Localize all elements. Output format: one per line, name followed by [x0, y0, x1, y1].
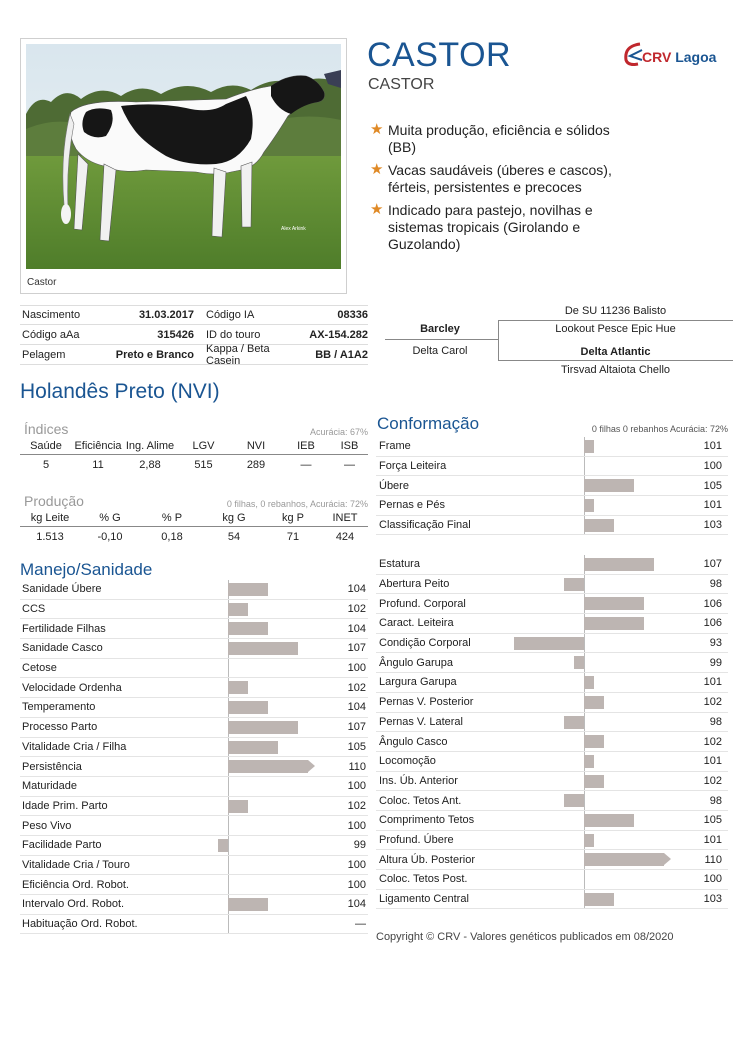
trait-bar	[228, 622, 268, 635]
star-icon: ★	[370, 201, 384, 218]
trait-row	[376, 457, 728, 477]
crv-lagoa-logo	[620, 40, 720, 70]
trait-value: 102	[703, 696, 722, 709]
grid-value-cell: -0,10	[97, 530, 123, 543]
trait-value: 104	[347, 622, 366, 635]
trait-row	[376, 496, 728, 516]
bar-axis	[584, 791, 585, 810]
trait-bar	[584, 775, 604, 788]
trait-value: 101	[703, 755, 722, 768]
trait-row	[20, 816, 368, 836]
conformation-accuracy: 0 filhas 0 rebanhos Acurácia: 72%	[591, 424, 728, 434]
indices-title: Índices	[24, 421, 69, 437]
trait-bar	[584, 755, 594, 768]
trait-name: Força Leiteira	[379, 460, 447, 473]
trait-row	[376, 831, 728, 851]
trait-name: Processo Parto	[22, 721, 98, 734]
grid-value-cell: 515	[194, 458, 213, 471]
trait-name: Locomoção	[379, 755, 436, 768]
pedigree-dam: Delta Carol	[412, 345, 468, 357]
grid-value-cell: 54	[227, 530, 241, 543]
trait-bar	[228, 898, 268, 911]
trait-name: Eficiência Ord. Robot.	[22, 878, 129, 891]
bar-axis	[228, 816, 229, 835]
highlight-item	[370, 162, 620, 196]
trait-bar	[584, 853, 664, 866]
trait-row	[20, 619, 368, 639]
trait-name: Habituação Ord. Robot.	[22, 918, 138, 931]
info-value: BB / A1A2	[315, 348, 368, 361]
trait-bar	[564, 578, 584, 591]
trait-name: Classificação Final	[379, 519, 471, 532]
trait-value: 101	[703, 440, 722, 453]
logo-brand: CRV	[642, 49, 672, 65]
trait-value: 93	[709, 637, 722, 650]
bar-axis	[228, 836, 229, 855]
grid-header-cell: % P	[161, 511, 183, 524]
grid-header-cell: ISB	[340, 439, 359, 452]
trait-bar	[564, 794, 584, 807]
trait-row	[20, 580, 368, 600]
grid-value-cell: 0,18	[161, 530, 183, 543]
trait-bar	[584, 814, 634, 827]
trait-value: 104	[347, 898, 366, 911]
grid-header-cell: INET	[332, 511, 358, 524]
trait-row	[20, 600, 368, 620]
trait-name: Coloc. Tetos Post.	[379, 873, 468, 886]
trait-value: 98	[709, 578, 722, 591]
logo-suffix: Lagoa	[675, 49, 717, 65]
trait-bar	[228, 800, 248, 813]
bull-name-subtitle: CASTOR	[368, 76, 435, 93]
trait-row	[20, 738, 368, 758]
trait-value: 102	[347, 681, 366, 694]
trait-value: 100	[347, 780, 366, 793]
pedigree-chart	[385, 302, 735, 382]
trait-name: Sanidade Casco	[22, 642, 103, 655]
info-row	[20, 325, 368, 345]
trait-value: 103	[703, 893, 722, 906]
trait-row	[376, 594, 728, 614]
bull-photo-frame	[20, 38, 347, 294]
grid-value-cell: 5	[42, 458, 50, 471]
info-label: Código IA	[206, 309, 255, 321]
trait-name: Pernas e Pés	[379, 499, 446, 512]
trait-bar	[218, 839, 228, 852]
trait-value: 104	[347, 701, 366, 714]
trait-bar	[228, 583, 268, 596]
trait-value: 107	[703, 558, 722, 571]
trait-name: Cetose	[22, 662, 57, 675]
trait-bar	[228, 760, 308, 773]
trait-bar	[584, 519, 614, 532]
trait-bar	[584, 617, 644, 630]
production-value-row	[20, 527, 368, 546]
bar-axis	[584, 653, 585, 672]
bar-axis	[228, 875, 229, 894]
grid-value-cell: 71	[286, 530, 300, 543]
trait-row	[376, 555, 728, 575]
bull-name-title: CASTOR	[367, 36, 512, 74]
trait-name: Largura Garupa	[379, 676, 457, 689]
trait-bar	[228, 701, 268, 714]
trait-bar	[228, 741, 278, 754]
trait-value: 106	[703, 617, 722, 630]
bar-overflow-arrow	[308, 760, 315, 772]
trait-name: Peso Vivo	[22, 819, 72, 832]
trait-value: 100	[347, 819, 366, 832]
bar-overflow-arrow	[664, 853, 671, 865]
trait-bar	[584, 735, 604, 748]
trait-row	[376, 476, 728, 496]
grid-header-cell: kg G	[222, 511, 246, 524]
trait-row	[376, 772, 728, 792]
conformation-title: Conformação	[377, 414, 480, 433]
trait-name: Ângulo Garupa	[379, 656, 453, 669]
trait-row	[20, 718, 368, 738]
trait-row	[376, 653, 728, 673]
conformation-summary-traits	[376, 437, 728, 535]
bar-axis	[228, 915, 229, 934]
grid-header-cell: % G	[99, 511, 121, 524]
grid-value-cell: —	[344, 458, 355, 471]
trait-name: Fertilidade Filhas	[22, 622, 106, 635]
trait-row	[376, 693, 728, 713]
trait-value: 100	[347, 878, 366, 891]
trait-row	[20, 836, 368, 856]
trait-bar	[584, 676, 594, 689]
trait-name: Profund. Úbere	[379, 833, 454, 846]
trait-row	[20, 875, 368, 895]
trait-value: 98	[709, 794, 722, 807]
production-section	[20, 491, 368, 546]
grid-value-cell: 1.513	[36, 530, 64, 543]
pedigree-sire-dam: Lookout Pesce Epic Hue	[555, 323, 676, 335]
trait-value: 110	[348, 760, 366, 773]
trait-row	[20, 639, 368, 659]
trait-value: 102	[703, 774, 722, 787]
trait-bar	[584, 893, 614, 906]
bar-axis	[584, 870, 585, 889]
trait-value: 99	[353, 839, 366, 852]
info-value: 08336	[337, 309, 368, 321]
trait-row	[20, 797, 368, 817]
breed-title: Holandês Preto (NVI)	[20, 380, 220, 403]
production-title: Produção	[24, 493, 84, 509]
pedigree-dam-dam: Tirsvad Altaiota Chello	[560, 364, 671, 376]
trait-value: 98	[709, 715, 722, 728]
bull-photo	[26, 44, 341, 269]
trait-name: Condição Corporal	[379, 637, 471, 650]
grid-header-cell: kg Leite	[30, 511, 70, 524]
highlight-text: Muita produção, eficiência e sólidos (BB)	[388, 122, 610, 155]
trait-bar	[584, 558, 654, 571]
indices-header-row	[20, 437, 368, 455]
grid-value-cell: 289	[246, 458, 266, 471]
conformation-linear-traits	[376, 555, 728, 909]
bar-axis	[228, 777, 229, 796]
trait-name: Pernas V. Posterior	[379, 696, 474, 709]
trait-name: Estatura	[379, 558, 420, 571]
trait-bar	[584, 696, 604, 709]
trait-row	[20, 856, 368, 876]
trait-row	[376, 713, 728, 733]
trait-name: Profund. Corporal	[379, 597, 466, 610]
production-accuracy: 0 filhas, 0 rebanhos, Acurácia: 72%	[226, 499, 368, 509]
trait-name: Facilidade Parto	[22, 839, 102, 852]
info-label: Kappa / Beta Casein	[206, 342, 270, 367]
trait-value: 105	[703, 479, 722, 492]
trait-value: 110	[704, 853, 722, 866]
info-label: ID do touro	[206, 328, 261, 341]
trait-value: 101	[703, 833, 722, 846]
trait-value: 102	[347, 799, 366, 812]
pedigree-dam-sire: Delta Atlantic	[580, 346, 651, 358]
grid-header-cell: Ing. Alime	[125, 439, 175, 452]
crv-swoosh-icon	[620, 40, 644, 70]
grid-value-cell: 11	[92, 458, 104, 471]
trait-row	[20, 915, 368, 935]
trait-row	[376, 634, 728, 654]
highlight-item	[370, 202, 620, 253]
trait-row	[376, 575, 728, 595]
trait-value: 104	[347, 583, 366, 596]
trait-row	[376, 516, 728, 536]
info-row	[20, 342, 368, 367]
highlight-item	[370, 122, 620, 156]
trait-value: 101	[703, 499, 722, 512]
trait-value: 105	[347, 740, 366, 753]
info-label: Nascimento	[22, 309, 81, 321]
bar-axis	[228, 856, 229, 875]
trait-name: Vitalidade Cria / Touro	[22, 858, 130, 871]
indices-accuracy: Acurácia: 67%	[309, 427, 368, 437]
bar-axis	[584, 713, 585, 732]
trait-bar	[228, 603, 248, 616]
trait-name: Frame	[379, 440, 411, 453]
bull-info-table	[20, 305, 368, 365]
trait-row	[376, 752, 728, 772]
indices-section	[20, 419, 368, 474]
highlights-list	[370, 122, 620, 259]
trait-value: 105	[703, 814, 722, 827]
grid-value-cell: 424	[335, 530, 355, 543]
svg-text:Alex Arkink: Alex Arkink	[281, 226, 306, 232]
trait-name: Ligamento Central	[379, 893, 469, 906]
grid-header-cell: Eficiência	[74, 439, 122, 452]
info-value: AX-154.282	[309, 328, 368, 341]
trait-bar	[564, 716, 584, 729]
trait-row	[20, 698, 368, 718]
production-header-row	[20, 509, 368, 527]
trait-row	[376, 732, 728, 752]
trait-bar	[228, 721, 298, 734]
trait-row	[20, 678, 368, 698]
grid-header-cell: NVI	[246, 439, 266, 452]
pedigree-sire: Barcley	[420, 323, 460, 335]
management-traits	[20, 580, 368, 934]
trait-row	[376, 890, 728, 910]
management-title: Manejo/Sanidade	[20, 560, 153, 579]
grid-value-cell: 2,88	[139, 458, 161, 471]
trait-name: Idade Prim. Parto	[22, 799, 108, 812]
trait-row	[376, 673, 728, 693]
trait-value: 102	[703, 735, 722, 748]
trait-name: Abertura Peito	[379, 578, 450, 591]
trait-name: CCS	[22, 603, 46, 616]
trait-row	[376, 437, 728, 457]
star-icon: ★	[370, 121, 384, 138]
trait-value: 100	[703, 460, 722, 473]
grid-header-cell: IEB	[297, 439, 315, 452]
conformation-header	[376, 414, 728, 434]
trait-row	[376, 850, 728, 870]
info-label: Pelagem	[22, 348, 66, 361]
trait-value: 106	[703, 597, 722, 610]
grid-header-cell: LGV	[192, 439, 215, 452]
trait-value: 100	[347, 662, 366, 675]
pedigree-line	[498, 360, 733, 361]
trait-value: —	[355, 918, 366, 931]
highlight-text: Indicado para pastejo, novilhas e sistemas tropicais (Girolando e Guzolando)	[388, 202, 593, 252]
trait-row	[20, 895, 368, 915]
trait-bar	[584, 479, 634, 492]
trait-row	[376, 614, 728, 634]
trait-name: Ângulo Casco	[379, 735, 448, 748]
trait-value: 100	[703, 873, 722, 886]
pedigree-line	[385, 339, 498, 340]
trait-value: 107	[347, 721, 366, 734]
trait-name: Sanidade Úbere	[22, 583, 102, 596]
grid-header-cell: kg P	[281, 511, 304, 524]
trait-name: Caract. Leiteira	[379, 617, 454, 630]
trait-name: Persistência	[22, 760, 82, 773]
info-row	[20, 305, 368, 325]
trait-bar	[584, 834, 594, 847]
trait-bar	[584, 499, 594, 512]
trait-value: 102	[347, 603, 366, 616]
info-value: Preto e Branco	[115, 348, 194, 361]
trait-row	[376, 791, 728, 811]
trait-row	[376, 870, 728, 890]
trait-value: 101	[703, 676, 722, 689]
trait-row	[20, 757, 368, 777]
bar-axis	[584, 634, 585, 653]
trait-row	[20, 777, 368, 797]
trait-name: Altura Úb. Posterior	[379, 853, 475, 866]
trait-name: Coloc. Tetos Ant.	[379, 794, 462, 807]
trait-bar	[514, 637, 584, 650]
trait-name: Maturidade	[22, 780, 78, 793]
grid-value-cell: —	[300, 458, 312, 471]
trait-name: Ins. Úb. Anterior	[379, 774, 458, 787]
indices-value-row	[20, 455, 368, 474]
bar-axis	[228, 659, 229, 678]
trait-row	[376, 811, 728, 831]
pedigree-sire-sire: De SU 11236 Balisto	[564, 305, 667, 317]
info-value: 31.03.2017	[138, 309, 194, 321]
trait-name: Velocidade Ordenha	[22, 681, 122, 694]
info-value: 315426	[157, 328, 194, 341]
copyright-note: Copyright © CRV - Valores genéticos publicados em 08/2020	[376, 931, 674, 943]
management-section	[20, 560, 368, 580]
trait-bar	[574, 656, 584, 669]
trait-value: 100	[347, 858, 366, 871]
trait-bar	[584, 597, 644, 610]
trait-value: 107	[347, 642, 366, 655]
trait-name: Temperamento	[22, 701, 96, 714]
bar-axis	[584, 457, 585, 476]
trait-name: Intervalo Ord. Robot.	[22, 898, 125, 911]
trait-name: Comprimento Tetos	[379, 814, 475, 827]
trait-bar	[228, 681, 248, 694]
trait-bar	[228, 642, 298, 655]
trait-bar	[584, 440, 594, 453]
trait-name: Úbere	[379, 479, 409, 492]
star-icon: ★	[370, 161, 384, 178]
trait-value: 103	[703, 519, 722, 532]
trait-value: 99	[709, 656, 722, 669]
trait-name: Pernas V. Lateral	[379, 715, 463, 728]
trait-name: Vitalidade Cria / Filha	[22, 740, 127, 753]
pedigree-line	[498, 320, 733, 321]
highlight-text: Vacas saudáveis (úberes e cascos), férteis, persistentes e precoces	[388, 162, 612, 195]
trait-row	[20, 659, 368, 679]
bar-axis	[584, 575, 585, 594]
photo-caption: Castor	[27, 277, 57, 288]
info-label: Código aAa	[22, 328, 80, 341]
grid-header-cell: Saúde	[30, 439, 62, 452]
